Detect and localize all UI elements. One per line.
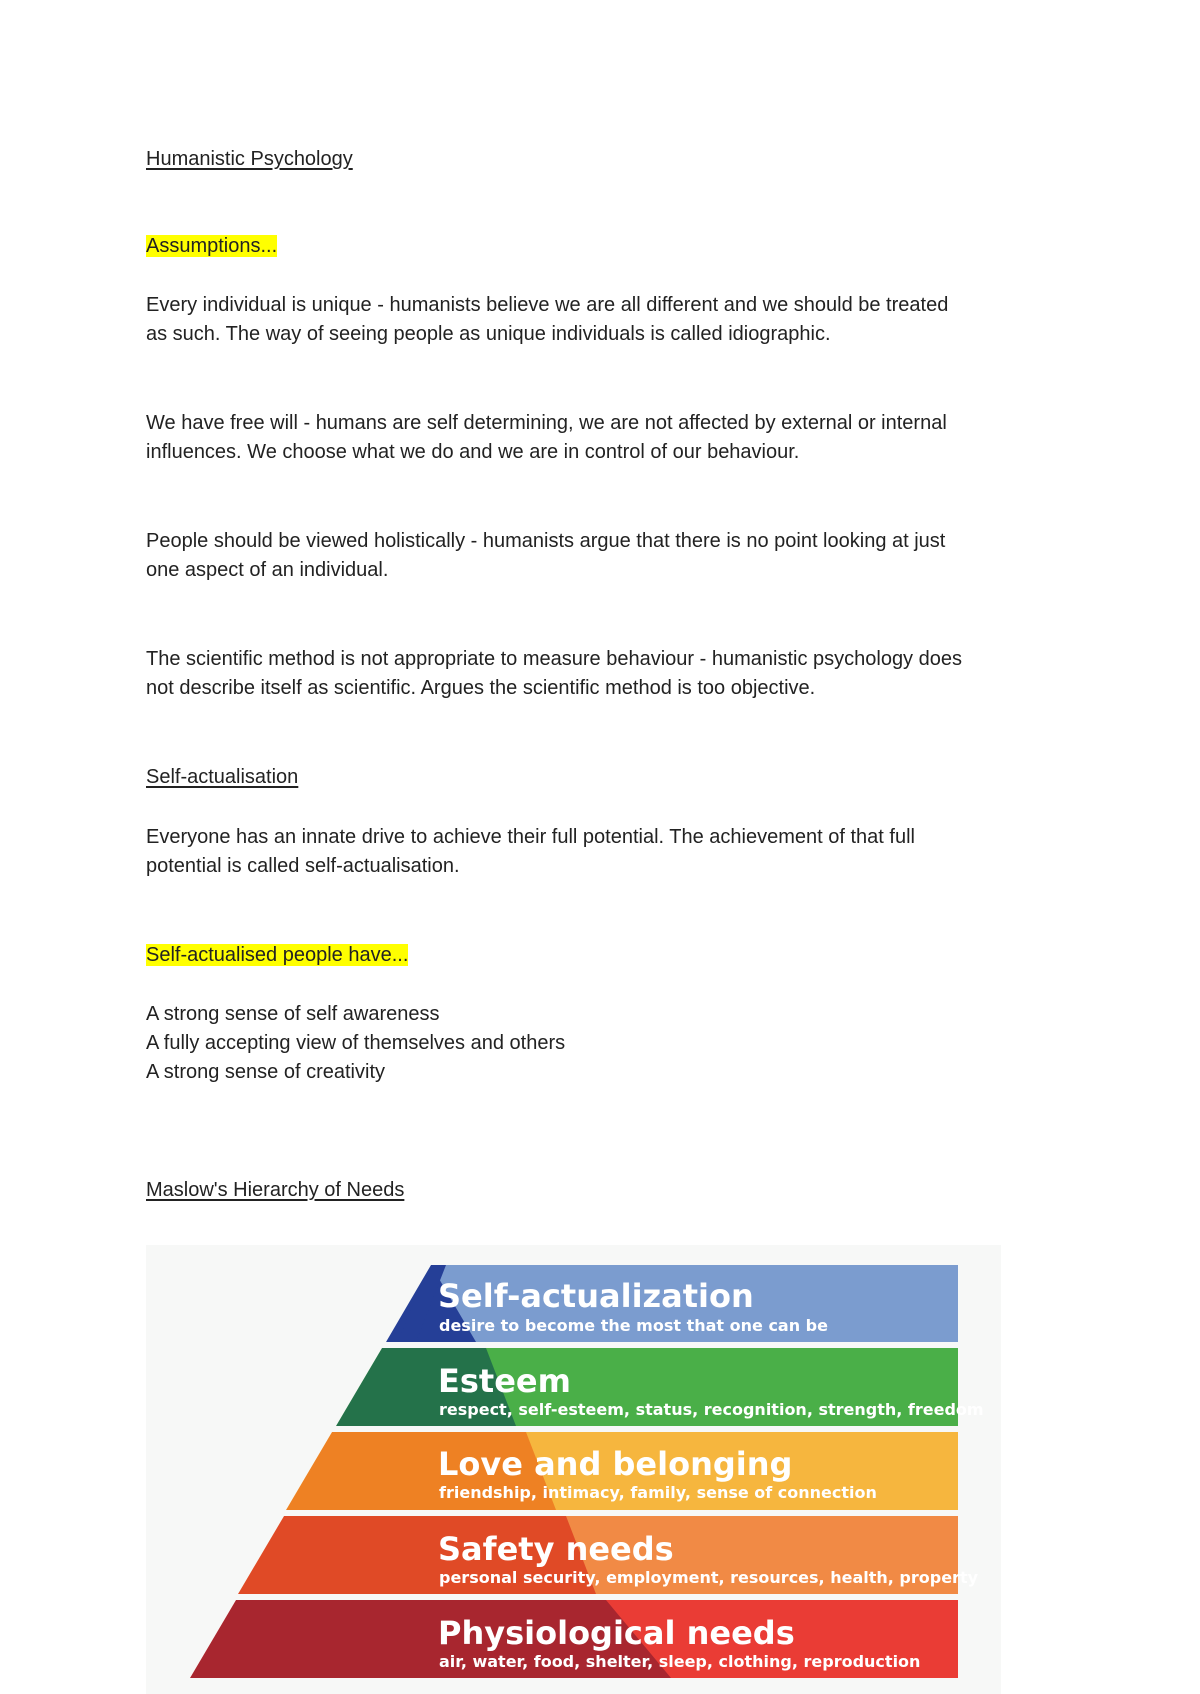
pyramid-tier-self-actualization — [386, 1265, 958, 1342]
trait-1: A strong sense of self awareness — [146, 1003, 440, 1025]
self-actualised-heading-highlight: Self-actualised people have... — [146, 944, 409, 966]
assumption-3-line-1: People should be viewed holistically - humanists argue that there is no point looking at just — [146, 530, 946, 552]
pyramid-tier-physiological — [190, 1600, 958, 1678]
assumption-2-line-1: We have free will - humans are self determining, we are not affected by external or internal — [146, 412, 947, 434]
tier-2-desc: respect, self-esteem, status, recognition, strength, freedom — [439, 1400, 984, 1419]
assumption-4-line-2: not describe itself as scientific. Argues the scientific method is too objective. — [146, 677, 816, 699]
tier-1-mask-top — [146, 1245, 416, 1265]
tier-1-mask-left — [146, 1265, 431, 1342]
assumption-1-line-2: as such. The way of seeing people as unique individuals is called idiographic. — [146, 323, 831, 345]
tier-5-desc: air, water, food, shelter, sleep, clothing, reproduction — [439, 1652, 921, 1671]
tier-3-desc: friendship, intimacy, family, sense of connection — [439, 1483, 877, 1502]
tier-3-title: Love and belonging — [438, 1445, 793, 1483]
tier-2-title: Esteem — [438, 1362, 571, 1400]
assumptions-heading-highlight: Assumptions... — [146, 235, 278, 257]
assumption-3-line-2: one aspect of an individual. — [146, 559, 389, 581]
tier-4-title: Safety needs — [438, 1530, 674, 1568]
tier-1-title: Self-actualization — [438, 1277, 754, 1315]
self-actualisation-heading: Self-actualisation — [146, 766, 299, 788]
trait-2: A fully accepting view of themselves and others — [146, 1032, 566, 1054]
pyramid-tier-safety — [238, 1516, 979, 1594]
tier-1-desc: desire to become the most that one can be — [439, 1316, 828, 1335]
assumption-4-line-1: The scientific method is not appropriate to measure behaviour - humanistic psychology does — [146, 648, 962, 670]
maslow-pyramid-diagram — [146, 1245, 1001, 1694]
document-title: Humanistic Psychology — [146, 148, 353, 170]
tier-5-title: Physiological needs — [438, 1614, 795, 1652]
pyramid-tier-love-belonging — [286, 1432, 958, 1510]
trait-3: A strong sense of creativity — [146, 1061, 386, 1083]
pyramid-tier-esteem — [336, 1348, 984, 1426]
self-actualisation-line-2: potential is called self-actualisation. — [146, 855, 460, 877]
self-actualised-heading — [146, 941, 408, 970]
maslow-pyramid-svg — [146, 1245, 1001, 1694]
assumptions-heading — [146, 232, 277, 261]
assumption-2-line-2: influences. We choose what we do and we are in control of our behaviour. — [146, 441, 800, 463]
self-actualisation-line-1: Everyone has an innate drive to achieve their full potential. The achievement of that full — [146, 826, 915, 848]
assumption-1-line-1: Every individual is unique - humanists believe we are all different and we should be treated — [146, 294, 949, 316]
maslow-heading: Maslow's Hierarchy of Needs — [146, 1179, 405, 1201]
tier-4-desc: personal security, employment, resources, health, property — [439, 1568, 979, 1587]
